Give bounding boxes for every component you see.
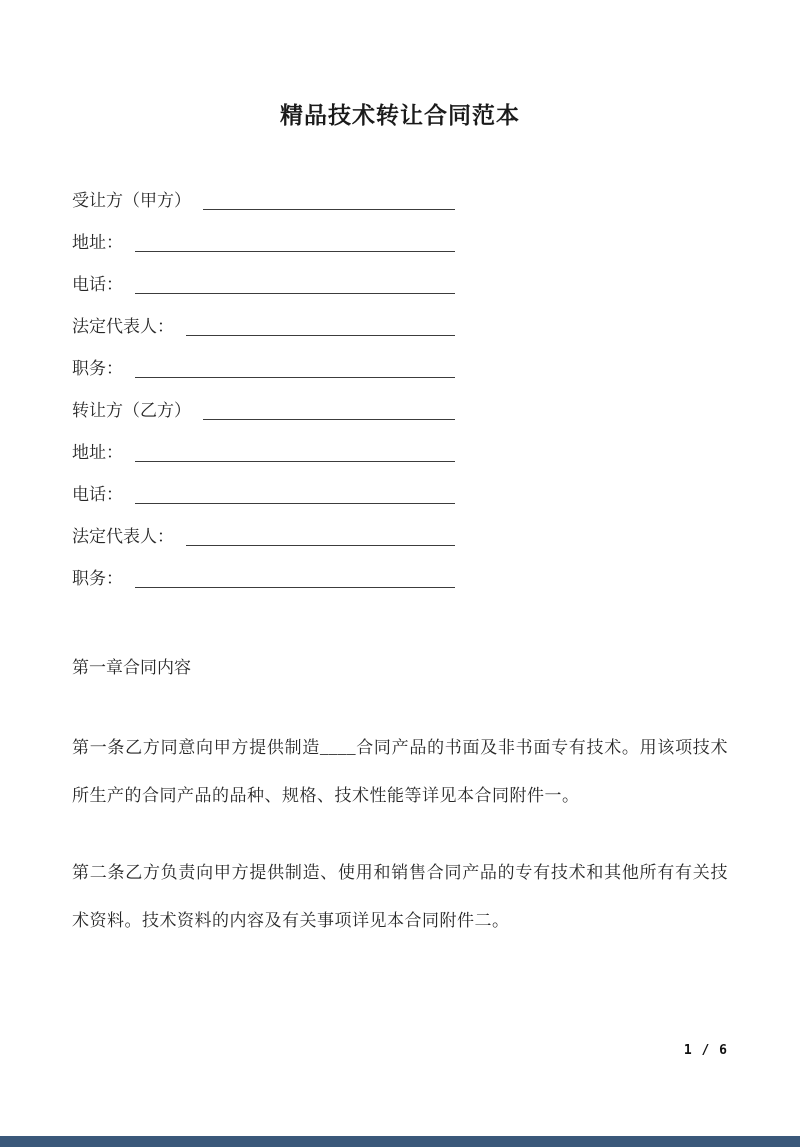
form-row-phone-a	[72, 254, 455, 296]
form-row-phone-b	[72, 464, 455, 506]
form-label: 受让方（甲方）	[72, 191, 191, 211]
document-page	[0, 15, 800, 944]
form-row-position-b	[72, 548, 455, 590]
contract-clause-1: 第一条乙方同意向甲方提供制造____合同产品的书面及非书面专有技术。用该项技术所生产的合同产品的品种、规格、技术性能等详见本合同附件一。	[72, 738, 728, 805]
form-row-party-b	[72, 380, 455, 422]
page-number: 1 / 6	[683, 1043, 728, 1059]
blank-line	[186, 335, 455, 336]
chapter-heading: 第一章合同内容	[72, 658, 191, 678]
blank-line	[203, 209, 455, 210]
blank-line	[203, 419, 455, 420]
form-label: 职务：	[72, 569, 123, 589]
form-label: 电话：	[72, 275, 123, 295]
blank-line	[135, 377, 455, 378]
footer-bar	[0, 1136, 800, 1147]
form-label: 地址：	[72, 233, 123, 253]
blank-line	[135, 587, 455, 588]
blank-line	[135, 503, 455, 504]
party-info-form	[72, 170, 728, 590]
blank-line	[135, 251, 455, 252]
blank-line	[186, 545, 455, 546]
form-row-address-a	[72, 212, 455, 254]
form-label: 地址：	[72, 443, 123, 463]
blank-line	[135, 461, 455, 462]
form-label: 职务：	[72, 359, 123, 379]
form-row-address-b	[72, 422, 455, 464]
contract-clause-2: 第二条乙方负责向甲方提供制造、使用和销售合同产品的专有技术和其他所有有关技术资料。技术资料的内容及有关事项详见本合同附件二。	[72, 863, 728, 930]
form-label: 转让方（乙方）	[72, 401, 191, 421]
blank-line	[135, 293, 455, 294]
form-row-legal-rep-a	[72, 296, 455, 338]
form-label: 法定代表人：	[72, 527, 174, 547]
document-title: 精品技术转让合同范本	[280, 102, 520, 129]
form-row-party-a	[72, 170, 455, 212]
form-row-legal-rep-b	[72, 506, 455, 548]
form-label: 电话：	[72, 485, 123, 505]
form-label: 法定代表人：	[72, 317, 174, 337]
form-row-position-a	[72, 338, 455, 380]
